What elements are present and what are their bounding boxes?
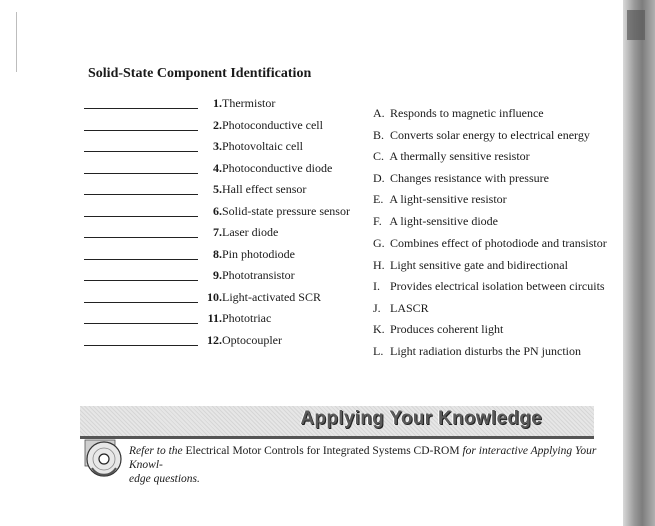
answer-blank[interactable]	[84, 259, 198, 260]
definition-text: Light radiation disturbs the PN junction	[390, 344, 581, 358]
note-intro: Refer to the	[129, 445, 183, 457]
term-label: Photovoltaic cell	[222, 139, 303, 153]
term-row	[84, 182, 364, 200]
definition-text: Responds to magnetic influence	[390, 106, 544, 120]
banner-rule	[80, 436, 594, 439]
definition-item	[373, 258, 613, 273]
definition-item	[373, 192, 613, 207]
definition-item	[373, 344, 613, 359]
definition-letter: C.	[373, 149, 385, 163]
term-row	[84, 139, 364, 157]
term-label: Phototriac	[222, 311, 272, 325]
definition-item	[373, 128, 613, 143]
term-label: Photoconductive cell	[222, 117, 323, 132]
term-number: 12.	[207, 332, 222, 347]
section-title: Solid-State Component Identification	[88, 66, 312, 81]
term-label: Hall effect sensor	[222, 182, 307, 196]
note-product-name: Electrical Motor Controls for Integrated Systems CD-ROM	[185, 445, 460, 457]
term-number: 7.	[213, 225, 222, 239]
term-label: Pin photodiode	[222, 246, 296, 261]
definition-item	[373, 236, 613, 251]
term-row	[84, 225, 364, 243]
term-label: Photoconductive diode	[222, 160, 333, 175]
definition-letter: B.	[373, 127, 385, 142]
term-number: 11.	[207, 311, 222, 325]
term-row	[84, 161, 364, 179]
answer-blank[interactable]	[84, 280, 198, 281]
definition-letter: K.	[373, 322, 385, 336]
definition-letter: A.	[373, 106, 385, 120]
definition-text: Produces coherent light	[390, 322, 504, 336]
term-row	[84, 204, 364, 222]
term-row	[84, 118, 364, 136]
term-row	[84, 333, 364, 351]
note-instruction-end: edge questions.	[129, 473, 200, 485]
section-banner	[80, 406, 594, 436]
definition-letter: F.	[373, 213, 382, 228]
term-label: Thermistor	[222, 96, 276, 110]
definition-letter: I.	[373, 279, 380, 293]
definition-letter: D.	[373, 170, 385, 185]
term-number: 2.	[213, 117, 222, 132]
definition-item	[373, 301, 613, 316]
term-row	[84, 290, 364, 308]
banner-title: Applying Your Knowledge	[300, 408, 542, 429]
definition-item	[373, 322, 613, 337]
definition-text: Changes resistance with pressure	[390, 170, 549, 185]
term-number: 10.	[207, 289, 222, 304]
term-number: 8.	[213, 246, 222, 261]
term-label: Solid-state pressure sensor	[222, 203, 350, 218]
definition-letter: H.	[373, 257, 385, 272]
term-label: Laser diode	[222, 225, 279, 239]
definition-item	[373, 106, 613, 121]
term-row	[84, 247, 364, 265]
page-edge-shadow	[623, 0, 655, 526]
answer-blank[interactable]	[84, 108, 198, 109]
margin-mark	[16, 12, 17, 72]
term-number: 4.	[213, 160, 222, 175]
definition-letter: E.	[373, 192, 384, 206]
term-number: 6.	[213, 203, 222, 218]
term-label: Phototransistor	[222, 268, 295, 282]
definition-item	[373, 171, 613, 186]
definition-letter: L.	[373, 344, 384, 358]
term-row	[84, 96, 364, 114]
definition-letter: J.	[373, 300, 381, 315]
term-label: Optocoupler	[222, 332, 282, 347]
answer-blank[interactable]	[84, 302, 198, 303]
answer-blank[interactable]	[84, 151, 198, 152]
answer-blank[interactable]	[84, 194, 198, 195]
cd-rom-icon	[84, 438, 124, 478]
cd-rom-note	[129, 444, 599, 486]
definition-item	[373, 149, 613, 164]
definition-text: Combines effect of photodiode and transistor	[390, 236, 607, 250]
term-row	[84, 268, 364, 286]
definition-letter: G.	[373, 236, 385, 250]
answer-blank[interactable]	[84, 173, 198, 174]
answer-blank[interactable]	[84, 323, 198, 324]
definition-text: A thermally sensitive resistor	[389, 149, 530, 163]
term-number: 9.	[213, 268, 222, 282]
answer-blank[interactable]	[84, 130, 198, 131]
note-instruction: for interactive Applying Your Knowl-	[129, 445, 597, 471]
definition-text: LASCR	[390, 300, 429, 315]
answer-blank[interactable]	[84, 216, 198, 217]
answer-blank[interactable]	[84, 237, 198, 238]
definition-text: Provides electrical isolation between circuits	[390, 279, 605, 293]
definition-text: A light-sensitive resistor	[389, 192, 507, 206]
answer-blank[interactable]	[84, 345, 198, 346]
term-label: Light-activated SCR	[222, 289, 321, 304]
definition-text: A light-sensitive diode	[389, 213, 498, 228]
term-number: 5.	[213, 182, 222, 196]
definition-item	[373, 279, 613, 294]
definition-item	[373, 214, 613, 229]
definition-text: Light sensitive gate and bidirectional	[390, 257, 568, 272]
definition-text: Converts solar energy to electrical energy	[390, 127, 590, 142]
term-number: 1.	[213, 96, 222, 110]
term-number: 3.	[213, 139, 222, 153]
term-row	[84, 311, 364, 329]
